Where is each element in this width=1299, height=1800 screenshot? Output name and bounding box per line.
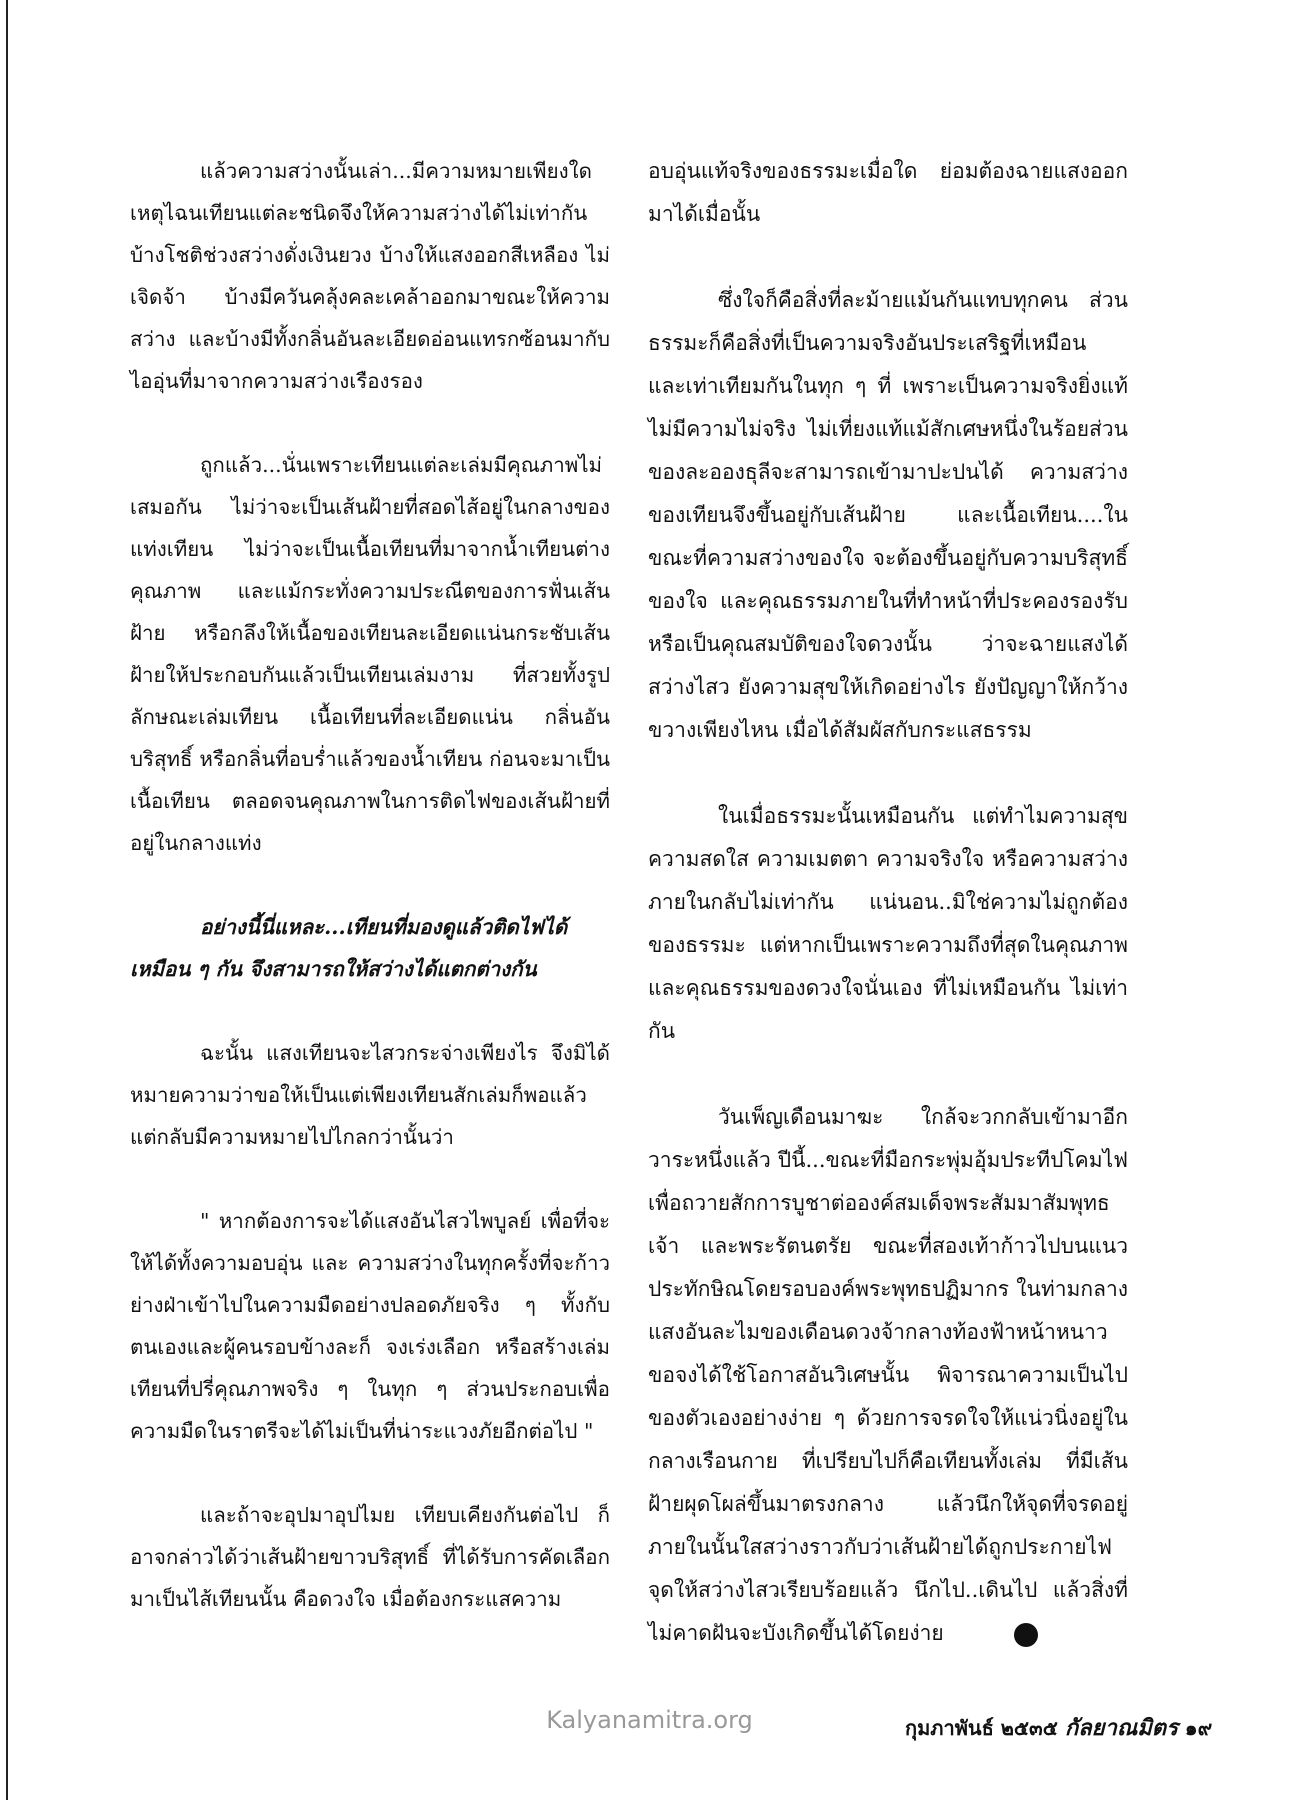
paragraph: แล้วความสว่างนั้นเล่า...มีความหมายเพียงใด เหตุไฉนเทียนแต่ละชนิดจึงให้ความสว่างได้ไม่เท่ากัน บ้างโชติช่วงสว่างดั่งเงินยวง บ้างให้แสงออกสีเหลือง ไม่เจิดจ้า บ้างมีควันคลุ้งคละเคล้าออกมาขณะให้ความสว่าง และบ้างมีทั้งกลิ่นอันละเอียดอ่อนแทรกซ้อนมากับไออุ่นที่มาจากความสว่างเรืองรอง — [130, 159, 610, 393]
emphasis-paragraph: อย่างนี้นี่แหละ...เทียนที่มองดูแล้วติดไฟได้เหมือน ๆ กัน จึงสามารถให้สว่างได้แตกต่างกัน — [130, 915, 568, 981]
paragraph: ซึ่งใจก็คือสิ่งที่ละม้ายแม้นกันแทบทุกคน ส่วนธรรมะก็คือสิ่งที่เป็นความจริงอันประเสริฐที่เหมือน และเท่าเทียมกันในทุก ๆ ที่ เพราะเป็นความจริงยิ่งแท้ ไม่มีความไม่จริง ไม่เที่ยงแท้แม้สักเศษหนึ่งในร้อยส่วนของละอองธุลีจะสามารถเข้ามาปะปนได้ ความสว่างของเทียนจึงขึ้นอยู่กับเส้นฝ้าย และเนื้อเทียน....ในขณะที่ความสว่างของใจ จะต้องขึ้นอยู่กับความบริสุทธิ์ของใจ และคุณธรรมภายในที่ทำหน้าที่ประคองรองรับ หรือเป็นคุณสมบัติของใจดวงนั้น ว่าจะฉายแสงได้สว่างไสว ยังความสุขให้เกิดอย่างไร ยังปัญญาให้กว้างขวางเพียงไหน เมื่อได้สัมผัสกับกระแสธรรม — [648, 288, 1128, 742]
page-edge-line — [6, 0, 8, 1800]
paragraph: ในเมื่อธรรมะนั้นเหมือนกัน แต่ทำไมความสุข ความสดใส ความเมตตา ความจริงใจ หรือความสว่างภายในกลับไม่เท่ากัน แน่นอน..มิใช่ความไม่ถูกต้องของธรรมะ แต่หากเป็นเพราะความถึงที่สุดในคุณภาพ และคุณธรรมของดวงใจนั่นเอง ที่ไม่เหมือนกัน ไม่เท่ากัน — [648, 804, 1128, 1043]
footer-date: กุมภาพันธ์ ๒๕๓๕ — [905, 1716, 1058, 1740]
magazine-name: กัลยาณมิตร — [1064, 1715, 1178, 1741]
right-column — [648, 150, 1128, 1698]
paragraph: ถูกแล้ว...นั่นเพราะเทียนแต่ละเล่มมีคุณภาพไม่เสมอกัน ไม่ว่าจะเป็นเส้นฝ้ายที่สอดไส้อยู่ในกลางของแท่งเทียน ไม่ว่าจะเป็นเนื้อเทียนที่มาจากน้ำเทียนต่างคุณภาพ และแม้กระทั่งความประณีตของการฟั่นเส้นฝ้าย หรือกลึงให้เนื้อของเทียนละเอียดแน่นกระชับเส้นฝ้ายให้ประกอบกันแล้วเป็นเทียนเล่มงาม ที่สวยทั้งรูปลักษณะเล่มเทียน เนื้อเทียนที่ละเอียดแน่น กลิ่นอันบริสุทธิ์ หรือกลิ่นที่อบร่ำแล้วของน้ำเทียน ก่อนจะมาเป็นเนื้อเทียน ตลอดจนคุณภาพในการติดไฟของเส้นฝ้ายที่อยู่ในกลางแท่ง — [130, 453, 610, 855]
quote-paragraph: " หากต้องการจะได้แสงอันไสวไพบูลย์ เพื่อที่จะให้ได้ทั้งความอบอุ่น และ ความสว่างในทุกครั้งที่จะก้าวย่างฝ่าเข้าไปในความมืดอย่างปลอดภัยจริง ๆ ทั้งกับตนเองและผู้คนรอบข้างละก็ จงเร่งเลือก หรือสร้างเล่มเทียนที่ปรี่คุณภาพจริง ๆ ในทุก ๆ ส่วนประกอบเพื่อความมืดในราตรีจะได้ไม่เป็นที่น่าระแวงภัยอีกต่อไป " — [130, 1209, 610, 1443]
paragraph: วันเพ็ญเดือนมาฆะ ใกล้จะวกกลับเข้ามาอีกวาระหนึ่งแล้ว ปีนี้...ขณะที่มือกระพุ่มอุ้มประทีปโคมไฟเพื่อถวายสักการบูชาต่อองค์สมเด็จพระสัมมาสัมพุทธเจ้า และพระรัตนตรัย ขณะที่สองเท้าก้าวไปบนแนวประทักษิณโดยรอบองค์พระพุทธปฏิมากร ในท่ามกลางแสงอันละไมของเดือนดวงจ้ากลางท้องฟ้าหน้าหนาว ขอจงได้ใช้โอกาสอันวิเศษนั้น พิจารณาความเป็นไปของตัวเองอย่างง่าย ๆ ด้วยการจรดใจให้แน่วนิ่งอยู่ในกลางเรือนกาย ที่เปรียบไปก็คือเทียนทั้งเล่ม ที่มีเส้นฝ้ายผุดโผล่ขึ้นมาตรงกลาง แล้วนึกให้จุดที่จรดอยู่ภายในนั้นใสสว่างราวกับว่าเส้นฝ้ายได้ถูกประกายไฟจุดให้สว่างไสวเรียบร้อยแล้ว นึกไป..เดินไป แล้วสิ่งที่ไม่คาดฝันจะบังเกิดขึ้นได้โดยง่าย — [648, 1105, 1128, 1645]
paragraph: และถ้าจะอุปมาอุปไมย เทียบเคียงกันต่อไป ก็อาจกล่าวได้ว่าเส้นฝ้ายขาวบริสุทธิ์ ที่ได้รับการคัดเลือกมาเป็นไส้เทียนนั้น คือดวงใจ เมื่อต้องกระแสความ — [130, 1503, 610, 1611]
paragraph: อบอุ่นแท้จริงของธรรมะเมื่อใด ย่อมต้องฉายแสงออกมาได้เมื่อนั้น — [648, 159, 1128, 226]
paragraph: ฉะนั้น แสงเทียนจะไสวกระจ่างเพียงไร จึงมิได้หมายความว่าขอให้เป็นแต่เพียงเทียนสักเล่มก็พอแล้ว แต่กลับมีความหมายไปไกลกว่านั้นว่า — [130, 1041, 610, 1149]
watermark: Kalyanamitra.org — [546, 1706, 753, 1734]
left-column — [130, 150, 610, 1662]
page-footer — [905, 1710, 1212, 1745]
page-number: ๑๙ — [1184, 1716, 1213, 1740]
end-of-article-icon — [1014, 1623, 1038, 1647]
